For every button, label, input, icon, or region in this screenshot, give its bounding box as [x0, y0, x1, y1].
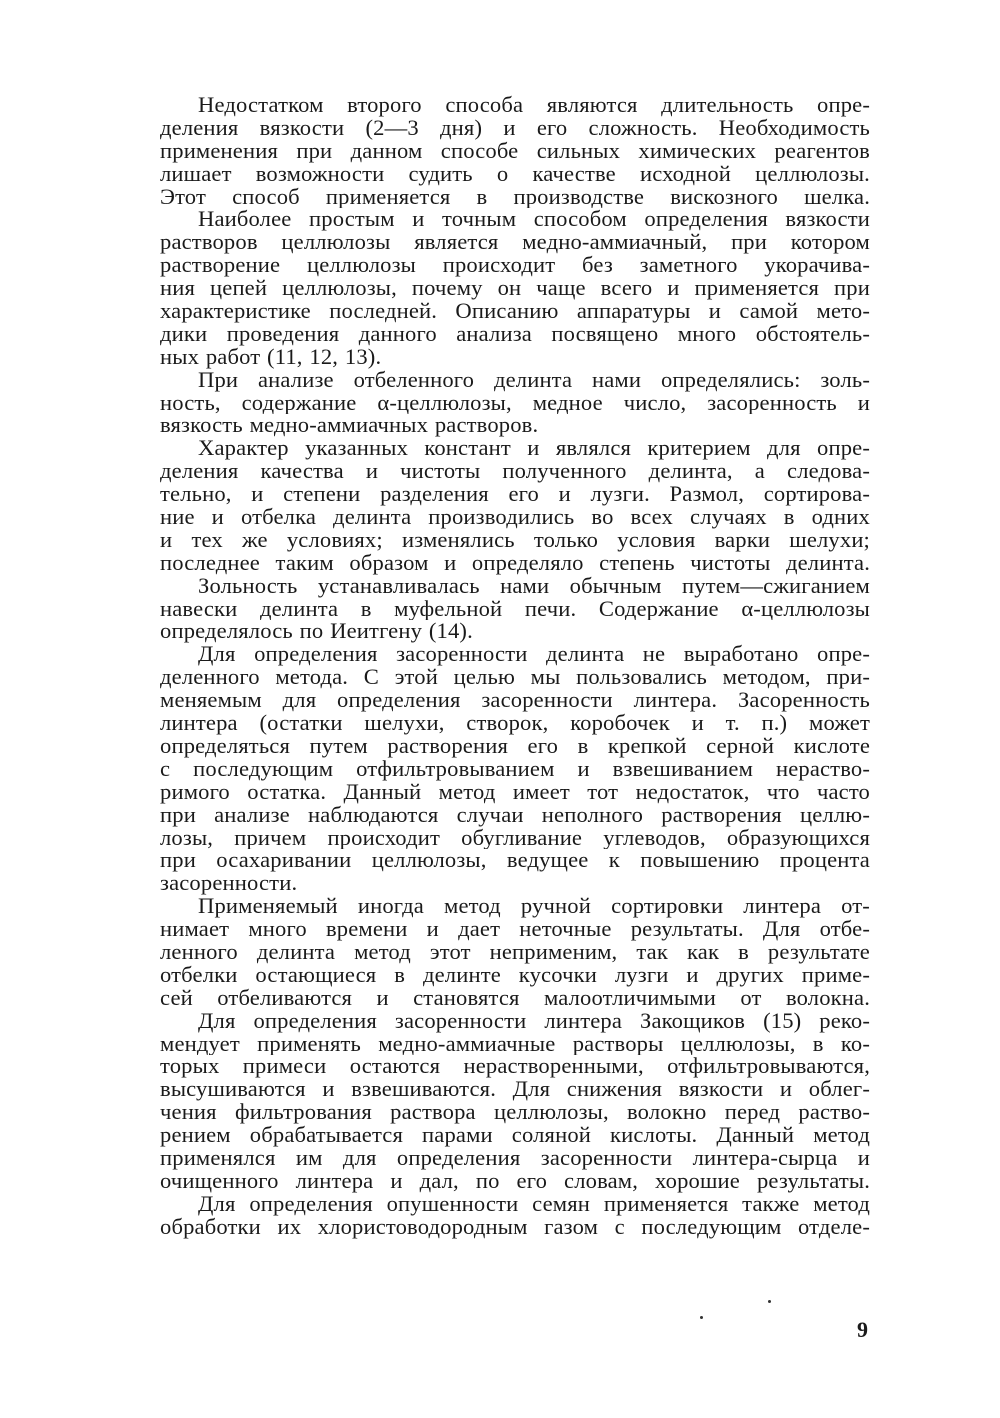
paragraph — [122, 643, 870, 895]
text-line: применения при данном способе сильных химических реагентов — [160, 139, 870, 163]
text-line: растворение целлюлозы происходит без заметного укорачива- — [160, 254, 870, 278]
text-line: ных работ (11, 12, 13). — [160, 345, 382, 369]
page-number: 9 — [857, 1317, 868, 1342]
print-speck — [700, 1316, 703, 1319]
text-line: Этот способ применяется в производстве вискозного шелка. — [160, 185, 870, 209]
text-line: ленного делинта метод этот неприменим, так как в результате — [160, 940, 870, 964]
text-line: ние и отбелка делинта производились во всех случаях в одних — [160, 506, 870, 529]
text-line: нимает много времени и дает неточные результаты. Для отбе- — [160, 918, 870, 941]
print-speck — [768, 1300, 771, 1303]
text-line: с последующим отфильтровыванием и взвешиванием нераство- — [160, 757, 870, 781]
text-line: мендует применять медно-аммиачные растворы целлюлозы, в ко- — [160, 1032, 870, 1056]
text-line: дики проведения данного анализа посвящено много обстоятель- — [160, 322, 870, 346]
text-line: определялось по Иеитгену (14). — [160, 620, 473, 644]
paragraph — [122, 895, 870, 1009]
text-line: обработки их хлористоводородным газом с последующим отделе- — [160, 1215, 870, 1239]
paragraph — [122, 94, 870, 208]
text-line: и тех же условиях; изменялись только условия варки шелухи; — [160, 528, 870, 552]
text-line: применялся им для определения засоренности линтера-сырца и — [160, 1146, 870, 1170]
text-line: последнее таким образом и определяло степень чистоты делинта. — [160, 551, 870, 575]
text-line: Характер указанных констант и являлся критерием для опре- — [198, 437, 870, 461]
text-line: деленного метода. С этой целью мы пользовались методом, при- — [160, 666, 870, 690]
text-line: При анализе отбеленного делинта нами определялись: золь- — [198, 368, 870, 392]
text-line: Для определения засоренности линтера Закощиков (15) реко- — [198, 1009, 870, 1033]
paragraph — [122, 437, 870, 574]
text-line: линтера (остатки шелухи, створок, коробочек и т. п.) может — [160, 712, 870, 735]
text-line: Недостатком второго способа являются длительность опре- — [198, 94, 870, 117]
text-line: меняемым для определения засоренности линтера. Засоренность — [160, 689, 870, 713]
text-line: при анализе наблюдаются случаи неполного растворения целлю- — [160, 803, 870, 827]
text-line: ность, содержание α-целлюлозы, медное число, засоренность и — [160, 391, 870, 415]
text-line: лишает возможности судить о качестве исходной целлюлозы. — [160, 162, 870, 186]
document-body — [122, 94, 870, 1239]
paragraph — [122, 1193, 870, 1239]
text-line: навески делинта в муфельной печи. Содержание α-целлюлозы — [160, 597, 870, 621]
paragraph — [122, 575, 870, 644]
paragraph — [122, 208, 870, 368]
text-line: отбелки остающиеся в делинте кусочки лузги и других приме- — [160, 963, 870, 987]
text-line: ния цепей целлюлозы, почему он чаще всего и применяется при — [160, 277, 870, 301]
text-line: деления вязкости (2—3 дня) и его сложность. Необходимость — [160, 116, 870, 140]
text-line: вязкость медно-аммиачных растворов. — [160, 414, 539, 438]
paragraph — [122, 369, 870, 438]
text-line: определяться путем растворения его в крепкой серной кислоте — [160, 734, 870, 758]
paragraph — [122, 1010, 870, 1193]
text-line: засоренности. — [160, 872, 298, 896]
text-line: растворов целлюлозы является медно-аммиачный, при котором — [160, 231, 870, 255]
text-line: Для определения опушенности семян применяется также метод — [198, 1192, 870, 1216]
text-line: рением обрабатывается парами соляной кислоты. Данный метод — [160, 1124, 870, 1147]
text-line: Для определения засоренности делинта не выработано опре- — [198, 643, 870, 667]
text-line: лозы, причем происходит обугливание углеводов, образующихся — [160, 826, 870, 850]
text-line: торых примеси остаются нерастворенными, отфильтровываются, — [160, 1055, 870, 1079]
text-line: Зольность устанавливалась нами обычным путем—сжиганием — [198, 574, 870, 598]
text-line: высушиваются и взвешиваются. Для снижения вязкости и облег- — [160, 1078, 870, 1102]
text-line: Применяемый иногда метод ручной сортировки линтера от- — [198, 895, 870, 919]
text-line: Наиболее простым и точным способом определения вязкости — [198, 208, 870, 232]
text-line: чения фильтрования раствора целлюлозы, волокно перед раство- — [160, 1101, 870, 1125]
text-line: тельно, и степени разделения его и лузги. Размол, сортирова- — [160, 483, 870, 507]
text-line: очищенного линтера и дал, по его словам, хорошие результаты. — [160, 1169, 870, 1193]
text-line: римого остатка. Данный метод имеет тот недостаток, что часто — [160, 780, 870, 804]
text-line: деления качества и чистоты полученного делинта, а следова- — [160, 460, 870, 484]
text-line: сей отбеливаются и становятся малоотличимыми от волокна. — [160, 986, 870, 1010]
text-line: при осахаривании целлюлозы, ведущее к повышению процента — [160, 849, 870, 873]
text-line: характеристике последней. Описанию аппаратуры и самой мето- — [160, 300, 870, 323]
